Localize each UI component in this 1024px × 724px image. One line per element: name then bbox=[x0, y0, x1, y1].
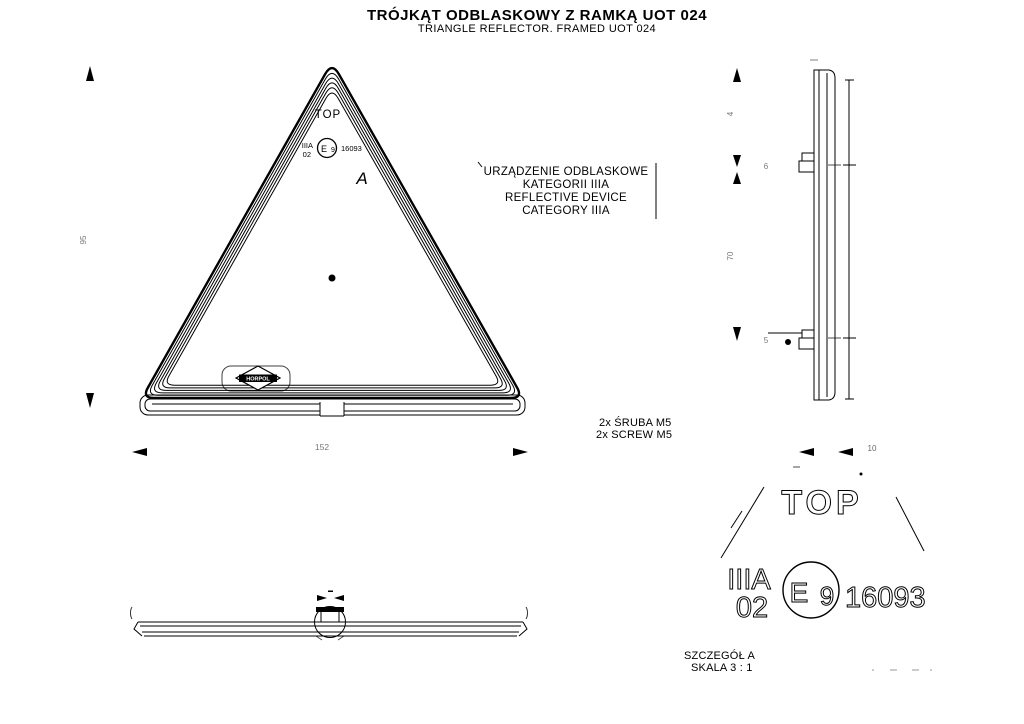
detail-caption-scale: SKALA 3 : 1 bbox=[691, 662, 753, 674]
side-dim-screw-bottom-value: 5 bbox=[763, 336, 769, 345]
front-category-label: IIIA bbox=[301, 141, 313, 150]
category-note bbox=[478, 166, 654, 218]
side-dim-screw-top-value: 6 bbox=[763, 162, 769, 171]
category-note-line2: KATEGORII IIIA bbox=[522, 179, 610, 191]
drawing-subtitle: TRIANGLE REFLECTOR. FRAMED UOT 024 bbox=[417, 23, 657, 35]
front-base-notch bbox=[320, 402, 344, 416]
front-top-marking: TOP bbox=[314, 109, 342, 121]
screws-note-pl: 2x ŚRUBA M5 bbox=[599, 417, 672, 429]
detail-approval-number: 16093 bbox=[845, 582, 926, 614]
front-e-number: 9 bbox=[331, 147, 335, 154]
dim-height-value: 95 bbox=[79, 235, 88, 245]
bottom-view bbox=[131, 591, 528, 641]
dim-width-value: 152 bbox=[314, 442, 330, 452]
dimension-arrow-width bbox=[132, 448, 528, 456]
detail-view bbox=[721, 448, 932, 670]
side-dim-top-value: 4 bbox=[726, 111, 735, 117]
front-center-hole bbox=[329, 275, 336, 282]
detail-year-label: 02 bbox=[735, 592, 769, 624]
detail-caption-title: SZCZEGÓŁ A bbox=[684, 650, 756, 662]
category-note-line1: URZĄDZENIE ODBLASKOWE bbox=[483, 166, 649, 178]
bottom-screw-dim-arrows bbox=[317, 591, 344, 602]
side-view bbox=[733, 60, 856, 400]
side-screw-top bbox=[799, 153, 814, 172]
detail-category-label: IIIA bbox=[727, 564, 771, 596]
front-view bbox=[86, 66, 528, 456]
detail-dim-value: 10 bbox=[867, 444, 877, 453]
category-note-line3: REFLECTIVE DEVICE bbox=[504, 192, 628, 204]
front-detail-ref: A bbox=[356, 169, 368, 188]
screws-note-en: 2x SCREW M5 bbox=[596, 429, 673, 441]
horpol-logo-text: HORPOL bbox=[246, 376, 270, 383]
category-note-line4: CATEGORY IIIA bbox=[522, 205, 610, 217]
front-approval-number: 16093 bbox=[341, 144, 362, 153]
front-e-letter: E bbox=[320, 144, 328, 154]
screw-leader bbox=[768, 333, 802, 345]
bottom-screw bbox=[315, 607, 346, 641]
detail-e-letter: E bbox=[789, 577, 809, 608]
detail-e-number: 9 bbox=[819, 581, 835, 611]
detail-top-marking: TOP bbox=[781, 484, 863, 522]
side-dimension-arrows bbox=[733, 68, 741, 341]
detail-dim-arrows bbox=[799, 448, 853, 456]
side-dim-mid-value: 70 bbox=[726, 251, 735, 261]
front-year-label: 02 bbox=[302, 150, 311, 159]
drawing-title: TRÓJKĄT ODBLASKOWY Z RAMKĄ UOT 024 bbox=[366, 7, 708, 24]
side-dimension-line-right bbox=[843, 80, 856, 399]
